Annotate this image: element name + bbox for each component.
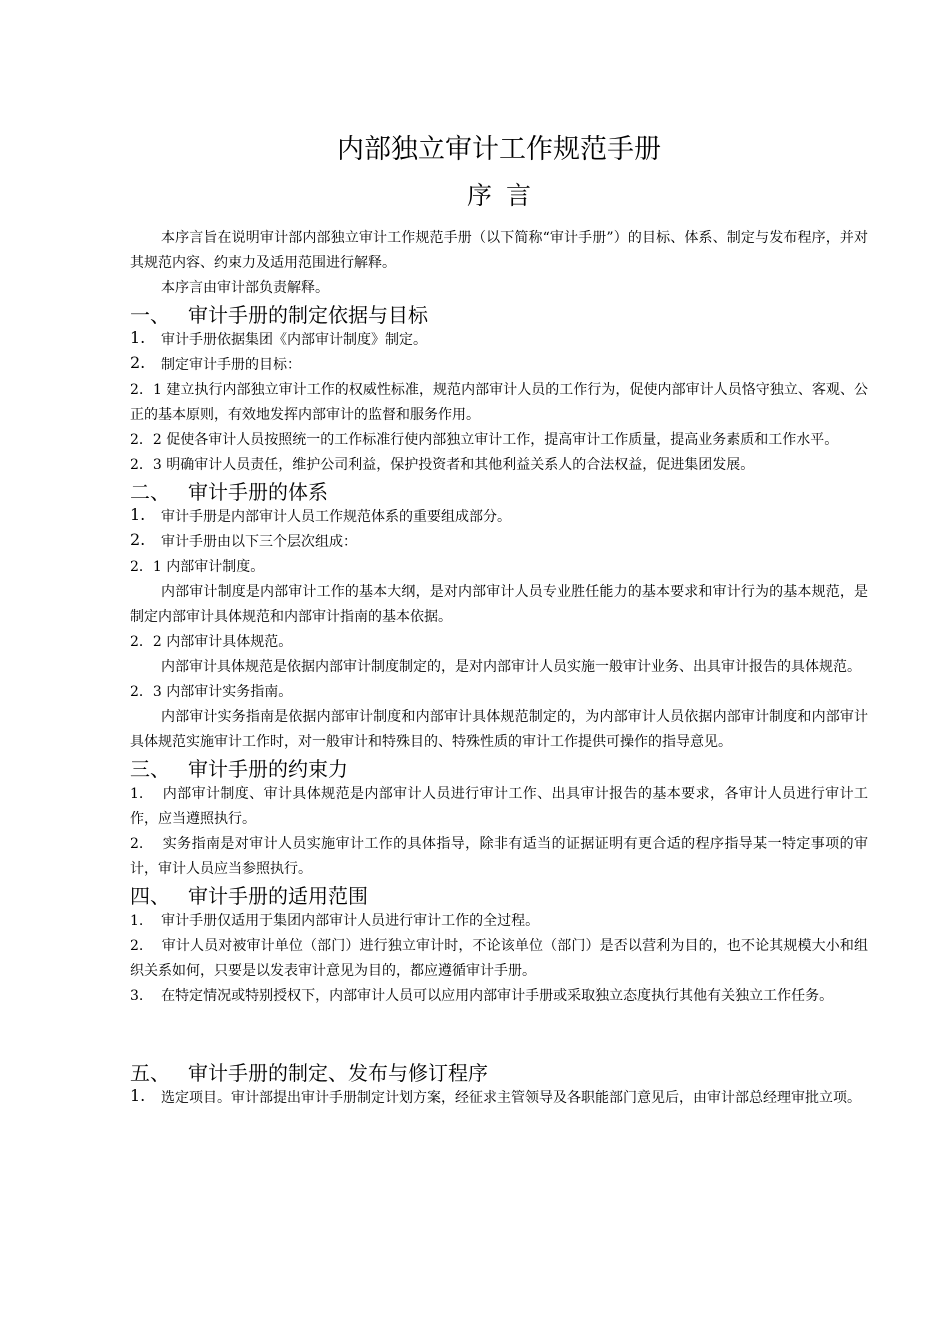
section-title: 审计手册的约束力 [188, 757, 348, 781]
paragraph: 内部审计具体规范是依据内部审计制度制定的，是对内部审计人员实施一般审计业务、出具审计报告的具体规范。 [161, 659, 861, 675]
section-heading-1 [130, 302, 868, 328]
section-number: 一、 [130, 303, 170, 327]
item-text: 审计手册依据集团《内部审计制度》制定。 [161, 332, 427, 348]
preface-heading: 序言 [466, 181, 545, 210]
item-number: 1. [130, 328, 146, 347]
list-item [130, 1086, 868, 1111]
section-title: 审计手册的制定依据与目标 [188, 303, 428, 327]
list-item [130, 328, 868, 353]
item-text: 审计人员对被审计单位（部门）进行独立审计时，不论该单位（部门）是否以营利为目的，也不论其规模大小和组织关系如何，只要是以发表审计意见为目的，都应遵循审计手册。 [130, 938, 868, 979]
paragraph [130, 934, 868, 984]
section-title: 审计手册的制定、发布与修订程序 [188, 1061, 488, 1085]
item-number: 3. [130, 988, 144, 1004]
item-number: 2. [130, 353, 146, 372]
item-text: 审计手册是内部审计人员工作规范体系的重要组成部分。 [161, 509, 511, 525]
item-text: 制定审计手册的目标： [161, 357, 301, 373]
item-number: 1. [130, 786, 144, 802]
list-item [130, 353, 868, 378]
item-number: 1. [130, 505, 146, 524]
item-text: 实务指南是对审计人员实施审计工作的具体指导，除非有适当的证据证明有更合适的程序指导某一特定事项的审计，审计人员应当参照执行。 [130, 836, 868, 877]
section-heading-2 [130, 479, 868, 505]
section-heading-5 [130, 1060, 868, 1086]
section-number: 五、 [130, 1061, 170, 1085]
paragraph: 内部审计实务指南是依据内部审计制度和内部审计具体规范制定的，为内部审计人员依据内部审计制度和内部审计具体规范实施审计工作时，对一般审计和特殊目的、特殊性质的审计工作提供可操作的指导意见。 [130, 709, 868, 750]
item-text: 审计手册由以下三个层次组成： [161, 534, 357, 550]
intro-paragraph: 本序言由审计部负责解释。 [161, 280, 329, 296]
item-number: 2. [130, 836, 144, 852]
list-item [130, 505, 868, 530]
paragraph: 2．3 明确审计人员责任，维护公司利益，保护投资者和其他利益关系人的合法权益，促进集团发展。 [130, 457, 755, 473]
paragraph: 2．2 内部审计具体规范。 [130, 634, 293, 650]
intro-paragraph: 本序言旨在说明审计部内部独立审计工作规范手册（以下简称“审计手册”）的目标、体系、制定与发布程序，并对其规范内容、约束力及适用范围进行解释。 [130, 230, 868, 271]
item-text: 审计手册仅适用于集团内部审计人员进行审计工作的全过程。 [161, 913, 540, 929]
paragraph: 2．2 促使各审计人员按照统一的工作标准行使内部独立审计工作，提高审计工作质量，提高业务素质和工作水平。 [130, 432, 839, 448]
blank-space [130, 1009, 868, 1059]
item-number: 2. [130, 530, 146, 549]
document-title: 内部独立审计工作规范手册 [337, 134, 661, 165]
section-title: 审计手册的体系 [188, 480, 328, 504]
section-heading-4 [130, 883, 868, 909]
section-number: 四、 [130, 884, 170, 908]
item-number: 1. [130, 1086, 146, 1105]
item-number: 1. [130, 913, 144, 929]
section-heading-3 [130, 756, 868, 782]
paragraph [130, 832, 868, 882]
paragraph: 2．1 内部审计制度。 [130, 559, 265, 575]
item-text: 在特定情况或特别授权下，内部审计人员可以应用内部审计手册或采取独立态度执行其他有关独立工作任务。 [161, 988, 834, 1004]
section-number: 二、 [130, 480, 170, 504]
item-number: 2. [130, 938, 144, 954]
section-title: 审计手册的适用范围 [188, 884, 368, 908]
item-text: 选定项目。审计部提出审计手册制定计划方案，经征求主管领导及各职能部门意见后，由审计部总经理审批立项。 [161, 1090, 861, 1106]
section-number: 三、 [130, 757, 170, 781]
paragraph [130, 984, 868, 1009]
paragraph [130, 782, 868, 832]
item-text: 内部审计制度、审计具体规范是内部审计人员进行审计工作、出具审计报告的基本要求，各审计人员进行审计工作，应当遵照执行。 [130, 786, 868, 827]
list-item [130, 530, 868, 555]
paragraph [130, 909, 868, 934]
paragraph: 2．3 内部审计实务指南。 [130, 684, 293, 700]
paragraph: 2．1 建立执行内部独立审计工作的权威性标准，规范内部审计人员的工作行为，促使内部审计人员恪守独立、客观、公正的基本原则，有效地发挥内部审计的监督和服务作用。 [130, 382, 868, 423]
document-page [130, 130, 868, 1111]
paragraph: 内部审计制度是内部审计工作的基本大纲，是对内部审计人员专业胜任能力的基本要求和审计行为的基本规范，是制定内部审计具体规范和内部审计指南的基本依据。 [130, 584, 868, 625]
